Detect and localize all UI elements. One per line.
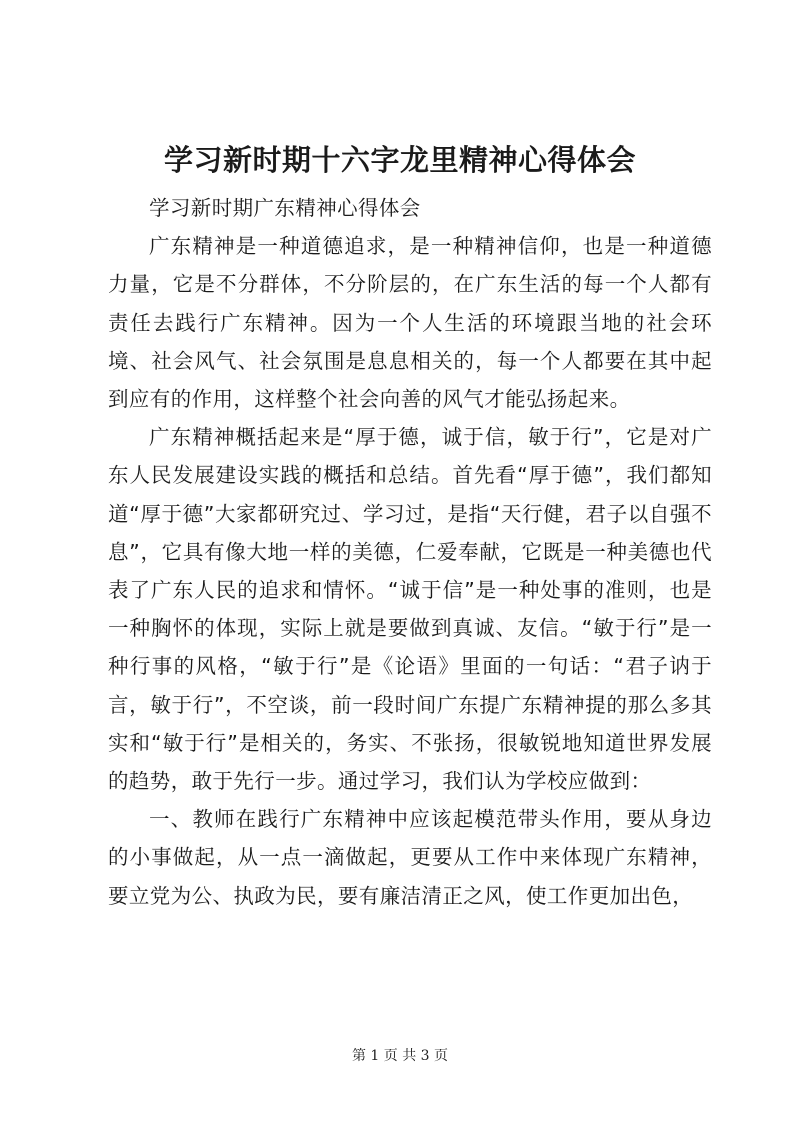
paragraph-2: 广东精神概括起来是“厚于德，诚于信，敏于行”，它是对广东人民发展建设实践的概括和总结。首先看“厚于德”，我们都知道“厚于德”大家都研究过、学习过，是指“天行健，君子以自强不息”，它具有像大地一样的美德，仁爱奉献，它既是一种美德也代表了广东人民的追求和情怀。“诚于信”是一种处事的准则，也是一种胸怀的体现，实际上就是要做到真诚、友信。“敏于行”是一种行事的风格，“敏于行”是《论语》里面的一句话：“君子讷于言，敏于行”，不空谈，前一段时间广东提广东精神提的那么多其实和“敏于行”是相关的，务实、不张扬，很敏锐地知道世界发展的趋势，敢于先行一步。通过学习，我们认为学校应做到： [108, 425, 712, 794]
paragraph-1: 广东精神是一种道德追求，是一种精神信仰，也是一种道德力量，它是不分群体，不分阶层的，在广东生活的每一个人都有责任去践行广东精神。因为一个人生活的环境跟当地的社会环境、社会风气、社会氛围是息息相关的，每一个人都要在其中起到应有的作用，这样整个社会向善的风气才能弘扬起来。 [108, 234, 712, 412]
document-body [108, 189, 712, 915]
paragraph-subtitle: 学习新时期广东精神心得体会 [149, 196, 421, 220]
document-title: 学习新时期十六字龙里精神心得体会 [163, 143, 636, 177]
page-number-footer: 第 1 页 共 3 页 [351, 1048, 449, 1064]
paragraph-3: 一、教师在践行广东精神中应该起模范带头作用，要从身边的小事做起，从一点一滴做起，更要从工作中来体现广东精神，要立党为公、执政为民，要有廉洁清正之风，使工作更加出色， [108, 807, 712, 908]
